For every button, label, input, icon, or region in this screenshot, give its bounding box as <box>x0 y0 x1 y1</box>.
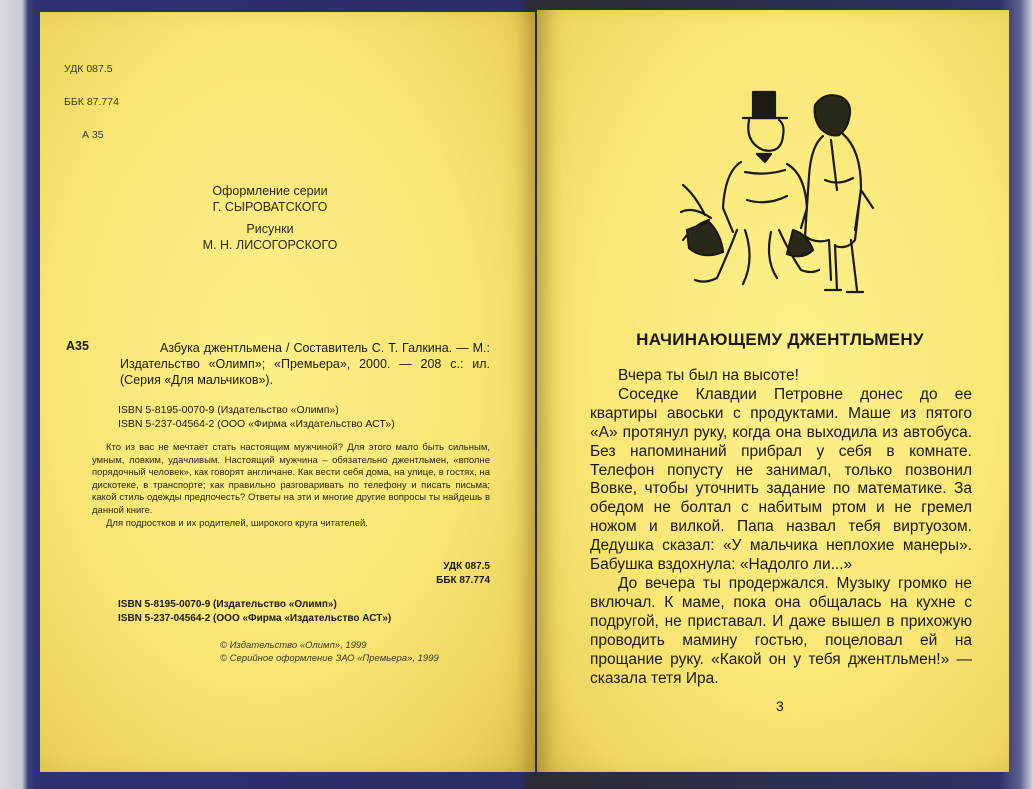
isbn-bottom-line: ISBN 5-237-04564-2 (ООО «Фирма «Издательство АСТ») <box>118 613 392 624</box>
body-paragraph: До вечера ты продержался. Музыку громко не включал. К маме, пока она общалась на кухне с подругой, не приставал. И даже вышел в прихожую проводить мамину гостью, поцеловал ей на прощание руку. «Какой он у тебя джентльмен!» — сказала тетя Ира. <box>590 574 972 687</box>
udk-bottom-line: УДК 087.5 <box>443 561 490 572</box>
isbn-line: ISBN 5-237-04564-2 (ООО «Фирма «Издательство АСТ») <box>118 418 395 430</box>
catalog-code: А35 <box>66 339 89 353</box>
gentleman-boy-and-old-man-drawing-icon <box>675 80 890 305</box>
isbn-line: ISBN 5-8195-0070-9 (Издательство «Олимп») <box>118 404 339 416</box>
body-paragraph: Вчера ты был на высоте! <box>618 367 799 384</box>
illustrator-name: М. Н. ЛИСОГОРСКОГО <box>202 238 338 252</box>
udk-top-line: ББК 87.774 <box>64 96 119 108</box>
annotation <box>92 442 490 530</box>
page-number: 3 <box>776 698 784 714</box>
udk-top-line: УДК 087.5 <box>64 63 113 75</box>
series-designer-name: Г. СЫРОВАТСКОГО <box>212 200 328 214</box>
chapter-body <box>590 367 972 688</box>
annotation-paragraph: Кто из вас не мечтает стать настоящим мужчиной? Для этого мало быть сильным, умным, ловким, удачливым. Настоящий мужчина – обязательно джентльмен, «вполне порядочный человек», как говорят англичане. Как вести себя дома, на улице, в гостях, на дискотеке, в транспорте; как правильно разговаривать по телефону и писать письма; какой стиль одежды предпочесть? Ответы на эти и многие другие вопросы ты найдешь в данной книге. <box>92 442 490 516</box>
udk-top-line: А 35 <box>82 129 104 141</box>
chapter-heading: НАЧИНАЮЩЕМУ ДЖЕНТЛЬМЕНУ <box>636 330 924 349</box>
copyright-line: © Серийное оформление ЗАО «Премьера», 1999 <box>220 653 439 664</box>
isbn-bottom-line: ISBN 5-8195-0070-9 (Издательство «Олимп») <box>118 599 337 610</box>
annotation-audience: Для подростков и их родителей, широкого круга читателей. <box>106 517 368 529</box>
body-paragraph: Соседке Клавдии Петровне донес до ее квартиры авоськи с продуктами. Маше из пятого «А» протянул руку, когда она выходила из автобуса. Без напоминаний прибрал у себя в комнате. Телефон попусту не занимал, только позвонил Вовке, чтобы уточнить задание по математике. За обедом не болтал с набитым ртом и не гремел ножом и вилкой. Папа назвал тебя виртуозом. Дедушка сказал: «У мальчика неплохие манеры». Бабушка вздохнула: «Надолго ли...» <box>590 385 972 574</box>
udk-top-block <box>64 42 119 152</box>
bbk-bottom-line: ББК 87.774 <box>436 575 490 586</box>
drawings-label: Рисунки <box>246 222 294 236</box>
catalog-entry: Азбука джентльмена / Составитель С. Т. Галкина. — М.: Издательство «Олимп»; «Премьера», 2000. — 208 с.: ил. (Серия «Для мальчиков»). <box>120 341 490 387</box>
series-design-label: Оформление серии <box>212 184 328 198</box>
copyright-line: © Издательство «Олимп», 1999 <box>220 640 367 651</box>
